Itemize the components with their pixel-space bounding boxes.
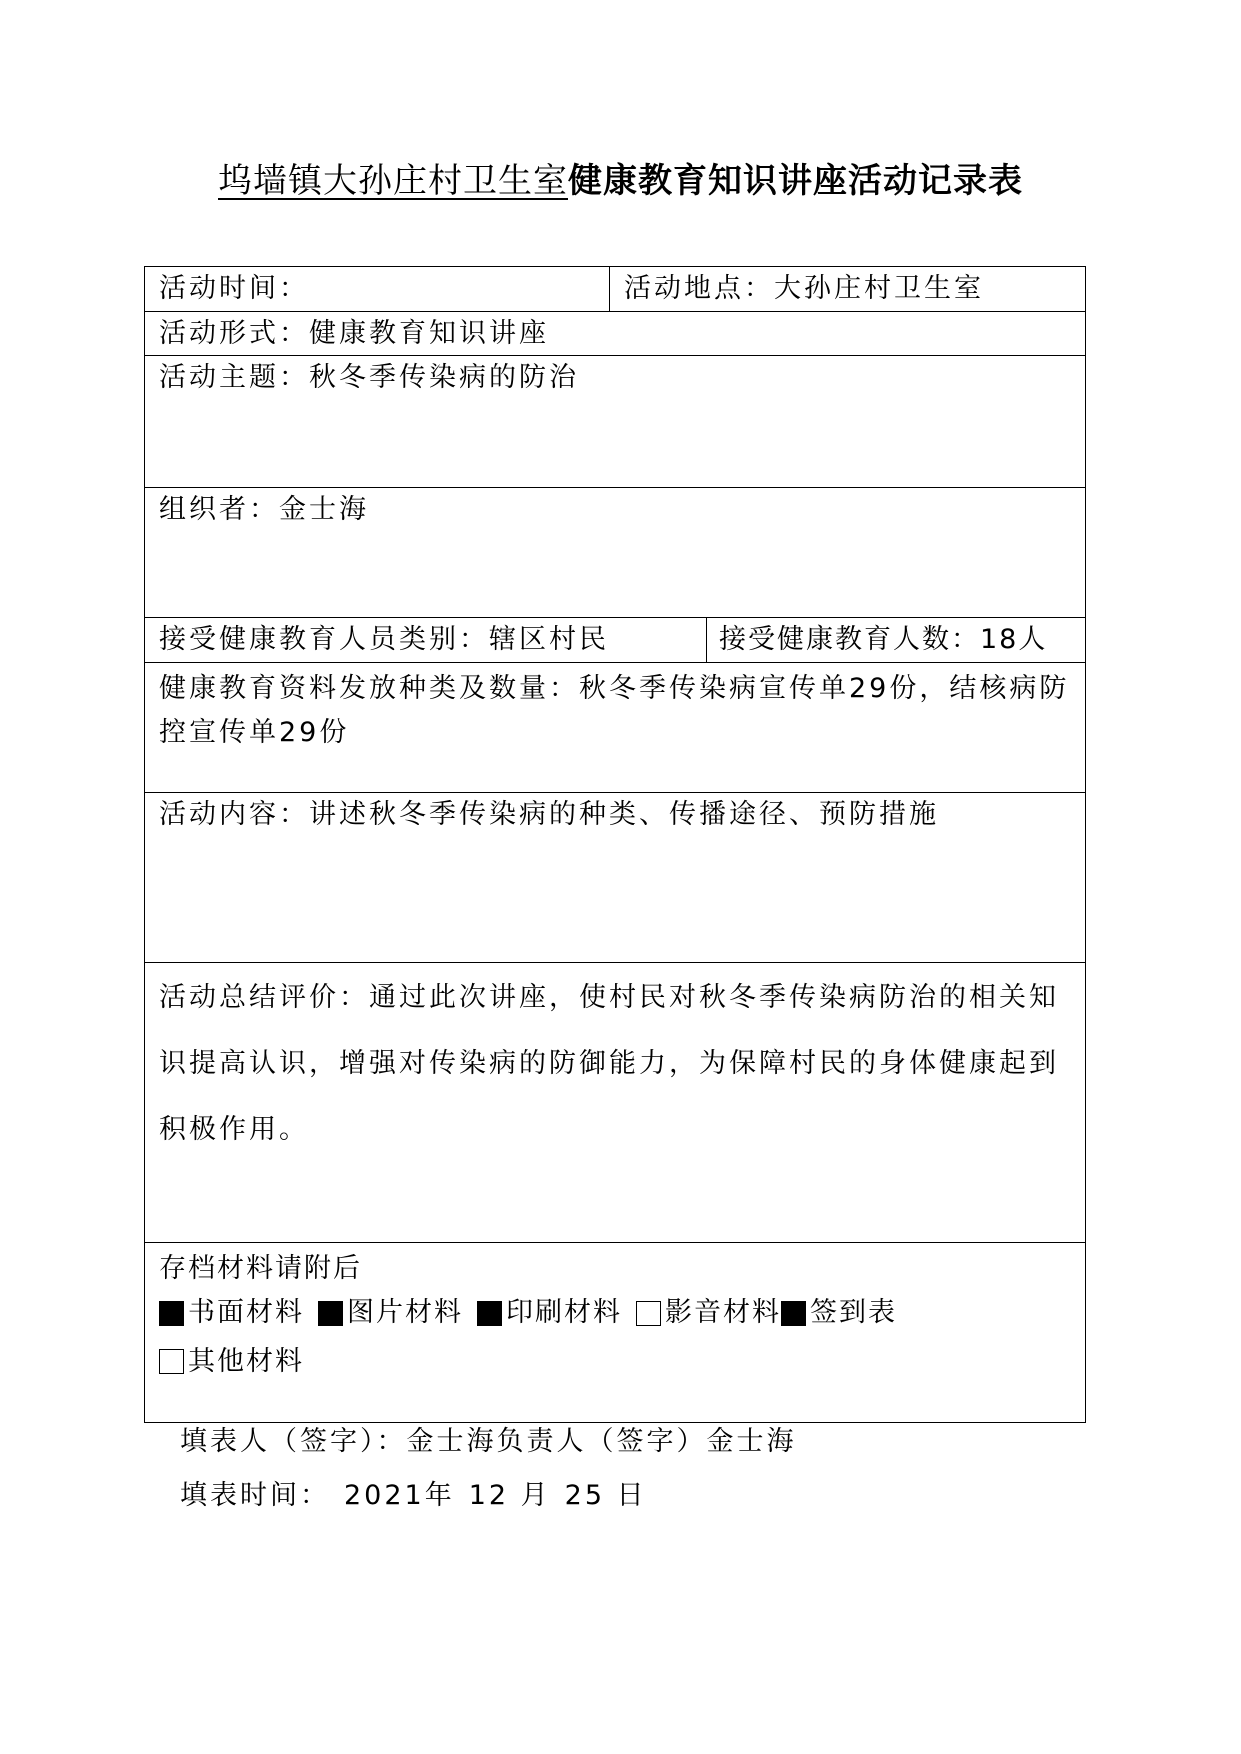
row-archive [145,1243,1086,1423]
checkbox-icon[interactable] [477,1301,502,1326]
archive-item-other[interactable] [159,1340,304,1384]
archive-label: 存档材料请附后 [159,1253,362,1284]
cell-activity-place: 活动地点：大孙庄村卫生室 [610,267,1086,311]
cell-audience-type: 接受健康教育人员类别：辖区村民 [145,618,707,662]
cell-activity-content: 活动内容：讲述秋冬季传染病的种类、传播途径、预防措施 [145,793,1086,962]
checkbox-icon[interactable] [318,1301,343,1326]
activity-time-label: 活动时间： [159,273,309,304]
row-summary [145,963,1086,1243]
archive-item-label: 印刷材料 [506,1297,622,1328]
archive-item-printed[interactable] [477,1291,622,1335]
archive-item-audio-video[interactable] [636,1291,781,1335]
cell-materials-distributed: 健康教育资料发放种类及数量：秋冬季传染病宣传单29份，结核病防控宣传单29份 [145,663,1086,792]
fill-date-year: 2021年 [344,1480,455,1511]
cell-activity-format: 活动形式：健康教育知识讲座 [145,312,1086,355]
fill-date-label: 填表时间： [180,1480,330,1511]
record-form-table [144,266,1086,1423]
archive-item-sign-in-sheet[interactable] [781,1291,897,1335]
checkbox-icon[interactable] [636,1301,661,1326]
cell-archive-materials [145,1243,1086,1422]
archive-item-label: 书面材料 [188,1297,304,1328]
fill-date-month: 12 月 [468,1480,551,1511]
row-time-place [145,267,1086,312]
archive-item-written[interactable] [159,1291,304,1335]
cell-organizer: 组织者：金士海 [145,488,1086,617]
archive-item-label: 其他材料 [188,1345,304,1377]
row-format [145,312,1086,356]
row-content [145,793,1086,963]
row-materials-distributed [145,663,1086,793]
checkbox-icon[interactable] [159,1349,184,1374]
fill-date-day: 25 日 [564,1480,647,1511]
title-organization: 坞墙镇大孙庄村卫生室 [218,161,568,201]
cell-activity-summary: 活动总结评价：通过此次讲座，使村民对秋冬季传染病防治的相关知识提高认识，增强对传染病的防御能力，为保障村民的身体健康起到积极作用。 [145,963,1086,1242]
row-organizer [145,488,1086,618]
checkbox-icon[interactable] [781,1301,806,1326]
footer-signatures: 填表人（签字）：金士海负责人（签字）金士海 [180,1426,797,1457]
document-title [0,158,1241,204]
checkbox-icon[interactable] [159,1301,184,1326]
row-theme [145,356,1086,488]
archive-checklist-line-1 [159,1291,1071,1340]
cell-activity-time [145,267,610,311]
archive-checklist-line-2 [159,1340,1071,1389]
archive-item-label: 影音材料 [665,1297,781,1328]
archive-item-pictures[interactable] [318,1291,463,1335]
archive-item-label: 图片材料 [347,1297,463,1328]
cell-audience-count: 接受健康教育人数：18人 [707,618,1086,662]
archive-item-label: 签到表 [810,1297,897,1328]
title-form-name: 健康教育知识讲座活动记录表 [568,161,1023,201]
footer-fill-date [180,1478,661,1514]
row-audience [145,618,1086,663]
cell-activity-theme: 活动主题：秋冬季传染病的防治 [145,356,1086,487]
